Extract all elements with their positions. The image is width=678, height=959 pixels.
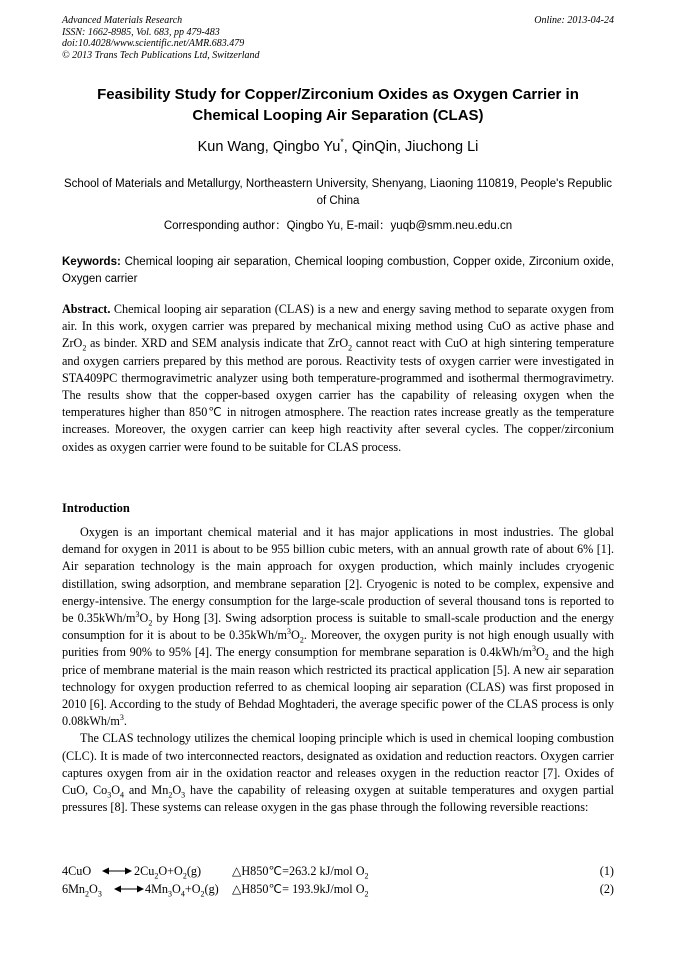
eq1-enthalpy xyxy=(232,864,369,879)
subscript: 2 xyxy=(168,790,173,800)
subscript: 3 xyxy=(107,790,112,800)
eq2-rhs xyxy=(145,882,219,897)
reversible-arrow-icon xyxy=(114,882,144,896)
subscript: 2 xyxy=(148,618,153,628)
eq2-number: (2) xyxy=(599,882,614,896)
eq2-rhs-c: +O xyxy=(184,882,201,896)
eq1-rhs-b: O+O xyxy=(158,864,183,878)
reversible-arrow-icon xyxy=(102,864,132,878)
subscript: 4 xyxy=(180,889,185,899)
eq1-number: (1) xyxy=(599,864,614,878)
eq1-enthalpy-text: △H850℃=263.2 kJ/mol O xyxy=(232,864,365,878)
eq2-rhs-b: O xyxy=(172,882,181,896)
p2-text-1: The CLAS technology utilizes the chemical looping principle which is used in chemical looping combustion (CLC). It is made of two interconnected reactors, designated as oxidation and reduction reactors. Oxygen carrier captures oxygen from air in the oxidation reactor and releases oxygen in the reduction reactor [7]. Oxides of CuO, Co xyxy=(62,731,614,798)
subscript: 2 xyxy=(364,889,369,899)
subscript: 2 xyxy=(299,635,304,645)
subscript: 2 xyxy=(82,343,87,353)
paragraph-2 xyxy=(62,730,614,816)
p1-text-6: O xyxy=(535,645,545,660)
p1-text-4: O xyxy=(291,628,300,643)
subscript: 4 xyxy=(120,790,124,800)
superscript: 3 xyxy=(287,627,291,637)
superscript: 3 xyxy=(135,609,140,619)
corresponding-author: Corresponding author：Qingbo Yu, E-mail：yuqb@smm.neu.edu.cn xyxy=(163,220,513,232)
copyright-line: © 2013 Trans Tech Publications Ltd, Switzerland xyxy=(62,49,260,61)
subscript: 3 xyxy=(168,889,173,899)
equation-1 xyxy=(62,864,614,881)
abstract xyxy=(62,301,614,456)
p1-text-7: and the high price of membrane material is the main reason which restricted its practical application [5]. A new air separation technology for oxygen production referred to as chemical looping air separation (CLAS) was first proposed in 2010 [6]. According to the study of Behdad Moghtaderi, the average specific power of the CLAS process is only 0.08kWh/m xyxy=(62,645,614,729)
eq2-rhs-a: 4Mn xyxy=(145,882,169,896)
paragraph-1 xyxy=(62,524,614,730)
subscript: 2 xyxy=(182,871,187,881)
subscript: 2 xyxy=(348,343,353,353)
keywords-label: Keywords: xyxy=(62,256,121,268)
p1-text-3: by Hong [3]. Swing adsorption process is suitable to small-scale production and the energy consumption for it is about to be 0.35kWh/m xyxy=(62,611,615,643)
subscript: 3 xyxy=(181,790,186,800)
eq2-enthalpy-text: △H850℃= 193.9kJ/mol O xyxy=(232,882,365,896)
subscript: 2 xyxy=(544,652,549,662)
subscript: 2 xyxy=(85,889,90,899)
superscript: 3 xyxy=(119,713,124,723)
subscript: 3 xyxy=(97,889,102,899)
authors-part-1: Kun Wang, Qingbo Yu xyxy=(197,139,341,155)
superscript: 3 xyxy=(531,644,536,654)
p2-text-4: O xyxy=(172,783,182,798)
p2-text-2: O xyxy=(111,783,120,798)
abstract-label: Abstract. xyxy=(62,302,111,316)
eq1-rhs xyxy=(134,864,201,879)
abstract-text-1: Chemical looping air separation (CLAS) is a new and energy saving method to separate oxygen from air. In this work, oxygen carrier was prepared by mechanical mixing method using CuO as active phase and ZrO xyxy=(62,302,614,351)
p1-text-8: . xyxy=(123,714,127,729)
issn-line: ISSN: 1662-8985, Vol. 683, pp 479-483 xyxy=(62,26,220,38)
abstract-text-2: as binder. XRD and SEM analysis indicate that ZrO xyxy=(86,336,349,351)
introduction-body xyxy=(62,524,614,816)
online-date: Online: 2013-04-24 xyxy=(534,15,614,26)
p1-text-1: Oxygen is an important chemical material and it has major applications in most industries. The global demand for oxygen in 2011 is about to be 955 billion cubic meters, with an annual growth rate of about 6% [1]. Air separation technology is the main approach for oxygen production, which mainly includes cryogenic distillation, swing adsorption, and membrane separation [2]. Cryogenic is noted to be complex, expensive and energy-intensive. The energy consumption for the large-scale production of several thousand tons is reported to be 0.35kWh/m xyxy=(62,525,614,626)
p2-text-5: have the capability of releasing oxygen at suitable temperatures and oxygen partial pressures [8]. These systems can release oxygen in the gas phase through the following reversible reactions: xyxy=(62,783,615,815)
eq2-enthalpy xyxy=(232,882,369,897)
doi-line: doi:10.4028/www.scientific.net/AMR.683.479 xyxy=(62,38,245,49)
keywords-text: Chemical looping air separation, Chemical looping combustion, Copper oxide, Zirconium oxide, Oxygen carrier xyxy=(62,256,614,285)
eq2-lhs-a: 6Mn xyxy=(62,882,86,896)
authors-part-2: , QinQin, Jiuchong Li xyxy=(343,139,479,155)
subscript: 2 xyxy=(154,871,159,881)
eq1-rhs-a: 2Cu xyxy=(134,864,155,878)
journal-header xyxy=(62,15,260,61)
eq1-rhs-c: (g) xyxy=(186,864,202,878)
keywords xyxy=(62,254,614,288)
section-heading-introduction: Introduction xyxy=(62,501,130,515)
p1-text-2: O xyxy=(139,611,149,626)
author-list xyxy=(62,139,614,155)
abstract-text-3: cannot react with CuO at high sintering temperature and oxygen carriers prepared by this method are porous. Reactivity tests of oxygen carrier were investigated in STA409PC thermogravimetric analyzer using both temperature-programmed and isothermal thermogravimetry. The results show that the copper-based oxygen carrier has the capability of releasing oxygen when the temperatures higher than 850℃ in nitrogen atmosphere. The reaction rates increase greatly as the temperature increases. Moreover, the oxygen carrier can keep high reactivity after several cycles. The copper/zirconium oxides as oxygen carrier were found to be suitable for CLAS process. xyxy=(62,336,614,454)
p2-text-3: and Mn xyxy=(124,783,169,798)
affiliation: School of Materials and Metallurgy, Northeastern University, Shenyang, Liaoning 110819, People's Republic of China xyxy=(63,178,613,207)
eq1-lhs: 4CuO xyxy=(62,864,92,878)
eq2-lhs xyxy=(62,882,102,897)
title-line-2: Chemical Looping Air Separation (CLAS) xyxy=(192,107,484,124)
equation-2 xyxy=(62,882,614,899)
subscript: 2 xyxy=(200,889,205,899)
eq2-lhs-b: O xyxy=(89,882,98,896)
corresponding-star: * xyxy=(340,137,344,148)
paper-title xyxy=(62,84,614,126)
subscript: 2 xyxy=(364,871,369,881)
title-line-1: Feasibility Study for Copper/Zirconium Oxides as Oxygen Carrier in xyxy=(97,86,579,103)
journal-name: Advanced Materials Research xyxy=(62,15,183,26)
eq2-rhs-d: (g) xyxy=(204,882,219,896)
p1-text-5: . Moreover, the oxygen purity is not high enough usually with purities from 90% to 95% [4]. The energy consumption for membrane separation is 0.4kWh/m xyxy=(62,628,614,660)
